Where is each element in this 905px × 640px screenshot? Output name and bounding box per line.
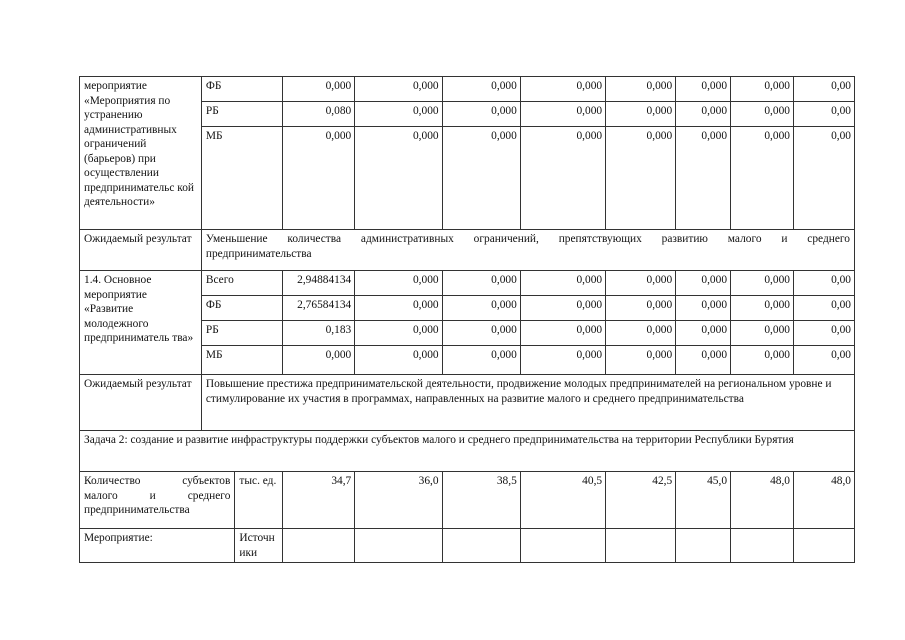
measure-name-cell: 1.4. Основное мероприятие «Развитие молодежного предприниматель тва» [80,271,202,375]
value-cell: 0,000 [355,321,442,346]
value-cell: 0,000 [355,127,442,230]
value-cell: 0,000 [520,296,605,321]
value-cell: 0,000 [606,271,676,296]
sources-header: Источн ики [235,529,283,563]
value-cell: 0,000 [731,102,794,127]
value-cell: 0,000 [606,77,676,102]
source-cell: Всего [201,271,282,296]
value-cell: 2,94884134 [283,271,355,296]
value-cell: 0,00 [794,296,855,321]
unit-cell: тыс. ед. [235,472,283,529]
value-cell: 0,000 [442,102,520,127]
expected-result-label: Ожидаемый результат [80,375,202,431]
document-page [79,76,855,563]
value-cell: 0,000 [520,346,605,375]
indicator-value: 36,0 [355,472,442,529]
value-cell: 0,183 [283,321,355,346]
source-cell: МБ [201,346,282,375]
indicator-value: 34,7 [283,472,355,529]
value-cell: 0,000 [520,127,605,230]
table-row [80,472,855,529]
value-cell: 0,000 [442,321,520,346]
value-cell: 0,000 [442,271,520,296]
task-heading: Задача 2: создание и развитие инфраструктуры поддержки субъектов малого и среднего предпринимательства на территории Республики Бурятия [80,431,855,472]
measure-label: Мероприятие: [80,529,235,563]
program-table [79,76,855,563]
empty-cell [442,529,520,563]
indicator-label-line: предпринимательства [84,504,190,516]
value-cell: 0,000 [731,271,794,296]
value-cell: 0,00 [794,346,855,375]
table-row [80,375,855,431]
value-cell: 0,000 [355,77,442,102]
empty-cell [606,529,676,563]
value-cell: 0,00 [794,77,855,102]
expected-result-line: предпринимательства [205,247,312,260]
expected-result-line: Уменьшение количества административных ограничений, препятствующих развитию малого и среднего [205,233,850,245]
value-cell: 0,000 [606,127,676,230]
value-cell: 0,000 [731,77,794,102]
value-cell: 0,000 [606,346,676,375]
empty-cell [794,529,855,563]
value-cell: 0,000 [355,346,442,375]
table-row [80,529,855,563]
value-cell: 0,000 [676,346,731,375]
value-cell: 0,000 [520,102,605,127]
source-cell: ФБ [201,77,282,102]
value-cell: 0,000 [676,296,731,321]
indicator-value: 42,5 [606,472,676,529]
value-cell: 0,000 [283,127,355,230]
source-cell: ФБ [201,296,282,321]
value-cell: 0,000 [442,77,520,102]
indicator-value: 45,0 [676,472,731,529]
value-cell: 0,000 [731,321,794,346]
value-cell: 0,000 [606,102,676,127]
empty-cell [355,529,442,563]
source-cell: РБ [201,321,282,346]
indicator-label-line: малого и среднего [84,489,231,502]
table-row [80,77,855,102]
table-row [80,431,855,472]
indicator-value: 38,5 [442,472,520,529]
value-cell: 0,000 [676,77,731,102]
value-cell: 0,000 [442,127,520,230]
source-cell: РБ [201,102,282,127]
value-cell: 2,76584134 [283,296,355,321]
value-cell: 0,00 [794,127,855,230]
value-cell: 0,080 [283,102,355,127]
table-row [80,230,855,271]
value-cell: 0,000 [676,102,731,127]
indicator-label-line: Количество субъектов [84,475,231,487]
empty-cell [520,529,605,563]
value-cell: 0,000 [520,271,605,296]
value-cell: 0,000 [442,346,520,375]
expected-result-text: Повышение престижа предпринимательской деятельности, продвижение молодых предпринимателей на региональном уровне и стимулирование их участия в программах, направленных на развитие малого и среднего предпринимательства [201,375,854,431]
source-cell: МБ [201,127,282,230]
empty-cell [676,529,731,563]
value-cell: 0,000 [283,77,355,102]
empty-cell [731,529,794,563]
value-cell: 0,00 [794,321,855,346]
value-cell: 0,000 [606,321,676,346]
table-row [80,271,855,296]
value-cell: 0,000 [283,346,355,375]
value-cell: 0,000 [676,271,731,296]
value-cell: 0,000 [520,77,605,102]
value-cell: 0,00 [794,271,855,296]
value-cell: 0,00 [794,102,855,127]
expected-result-label: Ожидаемый результат [80,230,202,271]
measure-name-cell: мероприятие «Мероприятия по устранению административных ограничений (барьеров) при осуществлении предпринимательс кой деятельности» [80,77,202,230]
indicator-value: 40,5 [520,472,605,529]
value-cell: 0,000 [676,127,731,230]
value-cell: 0,000 [676,321,731,346]
value-cell: 0,000 [355,102,442,127]
value-cell: 0,000 [606,296,676,321]
indicator-label [80,472,235,529]
value-cell: 0,000 [731,296,794,321]
value-cell: 0,000 [355,296,442,321]
indicator-value: 48,0 [794,472,855,529]
indicator-value: 48,0 [731,472,794,529]
value-cell: 0,000 [442,296,520,321]
empty-cell [283,529,355,563]
value-cell: 0,000 [520,321,605,346]
value-cell: 0,000 [731,127,794,230]
value-cell: 0,000 [355,271,442,296]
expected-result-text [201,230,854,271]
value-cell: 0,000 [731,346,794,375]
